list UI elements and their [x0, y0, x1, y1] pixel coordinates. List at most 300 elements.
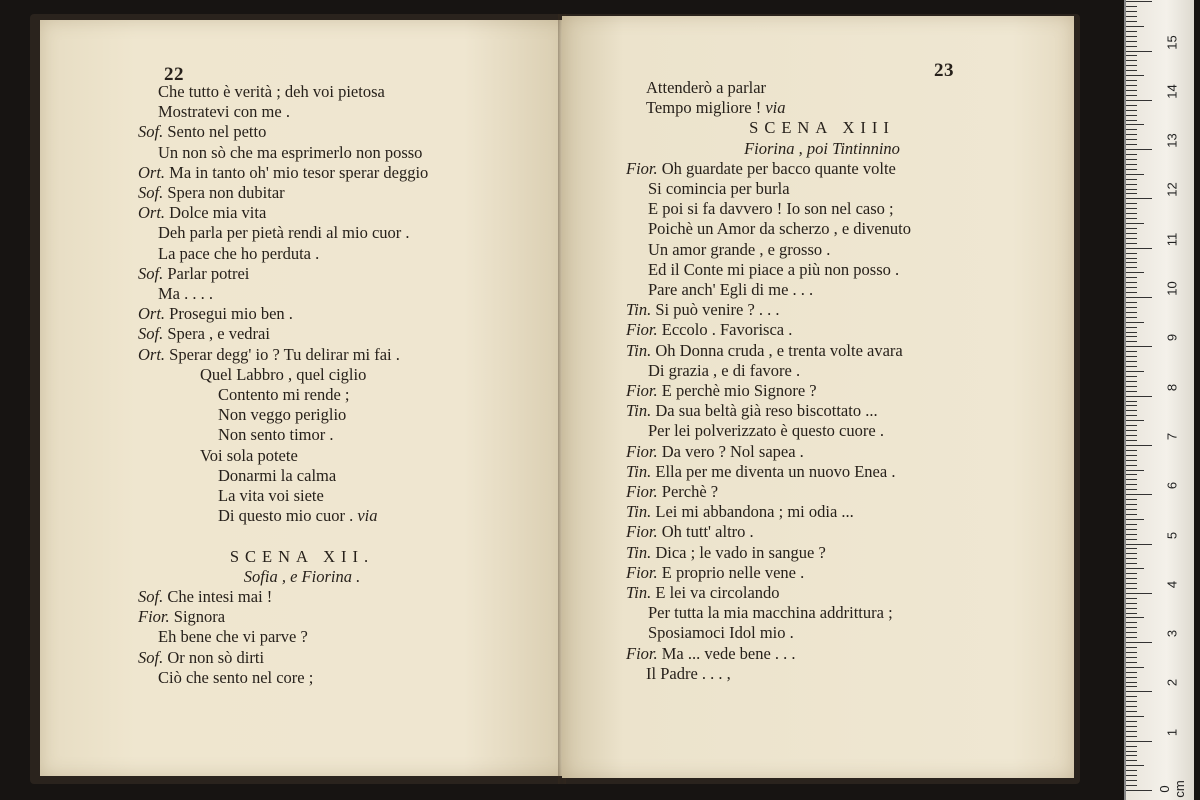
ruler-tick	[1126, 627, 1137, 628]
verse-line	[218, 385, 350, 405]
ruler-number: 14	[1164, 84, 1180, 99]
ruler-tick	[1126, 203, 1137, 204]
verse-text: Un non sò che ma esprimerlo non posso	[158, 142, 423, 162]
verse-line	[138, 183, 285, 203]
ruler-tick	[1126, 51, 1152, 52]
verse-text: Per lei polverizzato è questo cuore .	[648, 421, 884, 441]
ruler-tick	[1126, 445, 1152, 446]
ruler-number: 10	[1164, 281, 1180, 296]
verse-text: Dica ; le vado in sangue ?	[655, 542, 826, 562]
verse-line	[138, 648, 264, 668]
ruler-tick	[1126, 736, 1137, 737]
ruler-tick	[1126, 46, 1137, 47]
verse-line	[158, 627, 308, 647]
verse-line	[626, 300, 780, 320]
verse-text: Il Padre . . . ,	[646, 663, 731, 683]
verse-text: La pace che ho perduta .	[158, 243, 320, 263]
verse-text: Si può venire ? . . .	[655, 300, 780, 320]
ruler-tick	[1126, 336, 1137, 337]
verse-text: Per tutta la mia macchina addrittura ;	[648, 603, 893, 623]
verse-text: Di grazia , e di favore .	[648, 360, 801, 380]
ruler-tick	[1126, 11, 1137, 12]
verse-text: Poichè un Amor da scherzo , e divenuto	[648, 219, 912, 239]
verse-line	[648, 623, 794, 643]
ruler-tick	[1126, 696, 1137, 697]
ruler-tick	[1126, 790, 1152, 791]
ruler-number: 8	[1164, 383, 1180, 391]
verse-text: Donarmi la calma	[218, 465, 337, 485]
ruler-tick	[1126, 558, 1137, 559]
ruler-tick	[1126, 134, 1137, 135]
scene-characters-text: Fiorina , poi Tintinnino	[744, 138, 900, 158]
ruler-tick	[1126, 6, 1137, 7]
ruler-tick	[1126, 381, 1137, 382]
verse-text: Contento mi rende ;	[218, 385, 350, 404]
verse-text: Ed il Conte mi piace a più non posso .	[648, 259, 900, 279]
verse-line	[626, 381, 817, 401]
ruler-tick	[1126, 272, 1144, 273]
speaker-name: Tin.	[626, 401, 652, 421]
ruler-tick	[1126, 573, 1137, 574]
ruler-tick	[1126, 356, 1137, 357]
ruler-tick	[1126, 228, 1137, 229]
ruler-tick	[1126, 16, 1137, 17]
ruler-tick	[1126, 243, 1137, 244]
verse-text: E lei va circolando	[655, 583, 780, 602]
verse-text: Di questo mio cuor .	[218, 506, 354, 526]
speaker-name: Tin.	[626, 502, 652, 522]
ruler-tick	[1126, 711, 1137, 712]
ruler-tick	[1126, 198, 1152, 199]
ruler-tick	[1126, 420, 1144, 421]
scene-heading-text: SCENA XIII	[749, 118, 895, 138]
ruler-tick	[1126, 341, 1137, 342]
verse-line	[626, 320, 792, 340]
ruler-tick	[1126, 307, 1137, 308]
verse-text: Oh tutt' altro .	[661, 522, 754, 542]
ruler-tick	[1126, 287, 1137, 288]
speaker-name: Sof.	[138, 183, 164, 202]
verse-text: Ciò che sento nel core ;	[158, 667, 314, 687]
ruler-tick	[1126, 563, 1137, 564]
ruler-number: 11	[1164, 232, 1180, 246]
ruler-tick	[1126, 775, 1137, 776]
ruler-tick	[1126, 21, 1137, 22]
ruler-tick	[1126, 529, 1137, 530]
ruler-tick	[1126, 396, 1152, 397]
verse-line	[138, 587, 272, 607]
ruler-tick	[1126, 544, 1152, 545]
page-number: 23	[934, 60, 954, 81]
ruler-tick	[1126, 233, 1137, 234]
ruler-tick	[1126, 470, 1144, 471]
page-number: 22	[164, 64, 184, 85]
ruler-tick	[1126, 440, 1137, 441]
verse-line	[648, 361, 800, 381]
ruler-tick	[1126, 149, 1152, 150]
verse-text: Ma ... vede bene . . .	[661, 643, 796, 663]
verse-text: Ella per me diventa un nuovo Enea .	[655, 461, 896, 481]
measurement-ruler	[1124, 0, 1194, 800]
ruler-tick	[1126, 282, 1137, 283]
speaker-name: Sof.	[138, 587, 164, 606]
verse-line	[158, 668, 313, 688]
ruler-tick	[1126, 489, 1137, 490]
verse-text: Mostratevi con me .	[158, 102, 290, 122]
verse-line	[626, 522, 754, 542]
ruler-tick	[1126, 258, 1137, 259]
speaker-name: Tin.	[626, 461, 652, 481]
ruler-tick	[1126, 189, 1137, 190]
verse-text: Eh bene che vi parve ?	[158, 627, 308, 647]
scene-heading	[230, 547, 374, 567]
ruler-tick	[1126, 494, 1152, 495]
ruler-tick	[1126, 706, 1137, 707]
verse-text: E proprio nelle vene .	[661, 562, 805, 582]
ruler-tick	[1126, 213, 1137, 214]
verse-line	[218, 405, 346, 425]
verse-text: Quel Labbro , quel ciglio	[200, 364, 367, 384]
ruler-tick	[1126, 450, 1137, 451]
speaker-name: Fior.	[626, 158, 658, 178]
ruler-tick	[1126, 346, 1152, 347]
verse-text: Voi sola potete	[200, 445, 298, 465]
ruler-tick	[1126, 603, 1137, 604]
verse-text: Da sua beltà già reso biscottato ...	[655, 401, 878, 421]
verse-line	[138, 122, 266, 142]
ruler-tick	[1126, 608, 1137, 609]
ruler-number: 2	[1164, 679, 1180, 687]
ruler-tick	[1126, 31, 1137, 32]
ruler-tick	[1126, 548, 1137, 549]
verse-line	[626, 442, 804, 462]
ruler-tick	[1126, 534, 1137, 535]
verse-line	[158, 143, 422, 163]
ruler-tick	[1126, 154, 1137, 155]
verse-text: Or non sò dirti	[167, 647, 265, 667]
ruler-number: 7	[1164, 432, 1180, 441]
ruler-tick	[1126, 588, 1137, 589]
ruler-tick	[1126, 218, 1137, 219]
verse-text: Parlar potrei	[167, 263, 250, 283]
speaker-name: Fior.	[138, 607, 170, 627]
ruler-tick	[1126, 662, 1137, 663]
ruler-tick	[1126, 1, 1152, 2]
verse-text: Dolce mia vita	[169, 203, 267, 223]
speaker-name: Fior.	[626, 522, 658, 542]
ruler-tick	[1126, 144, 1137, 145]
verse-text: Lei mi abbandona ; mi odia ...	[655, 502, 854, 522]
verse-text: E poi si fa davvero ! Io son nel caso ;	[648, 199, 894, 219]
verse-text: Non veggo periglio	[218, 405, 347, 425]
ruler-tick	[1126, 652, 1137, 653]
verse-line	[138, 324, 270, 344]
speaker-name: Tin.	[626, 542, 652, 562]
ruler-tick	[1126, 60, 1137, 61]
verse-line	[648, 240, 830, 260]
ruler-tick	[1126, 765, 1144, 766]
right-page	[562, 16, 1074, 778]
ruler-tick	[1126, 292, 1137, 293]
ruler-tick	[1126, 755, 1137, 756]
ruler-tick	[1126, 386, 1137, 387]
ruler-number: 13	[1164, 133, 1180, 148]
verse-text: Perchè ?	[661, 482, 719, 501]
verse-line	[218, 506, 378, 526]
ruler-tick	[1126, 361, 1137, 362]
verse-text: Sento nel petto	[167, 122, 267, 142]
speaker-name: Ort.	[138, 162, 166, 182]
verse-line	[200, 365, 366, 385]
ruler-tick	[1126, 731, 1137, 732]
ruler-tick	[1126, 90, 1137, 91]
verse-text: Sperar degg' io ? Tu delirar mi fai .	[169, 344, 400, 364]
stage-direction: via	[765, 98, 786, 118]
verse-line	[626, 563, 804, 583]
verse-line	[158, 244, 319, 264]
ruler-tick	[1126, 376, 1137, 377]
verse-line	[626, 462, 895, 482]
ruler-tick	[1126, 65, 1137, 66]
scene-heading-text: SCENA XII.	[229, 546, 375, 566]
ruler-tick	[1126, 677, 1137, 678]
verse-text: Tempo migliore !	[646, 98, 762, 118]
ruler-tick	[1126, 504, 1137, 505]
ruler-tick	[1126, 435, 1137, 436]
verse-line	[138, 345, 400, 365]
ruler-tick	[1126, 248, 1152, 249]
ruler-tick	[1126, 657, 1137, 658]
ruler-tick	[1126, 129, 1137, 130]
ruler-tick	[1126, 460, 1137, 461]
verse-text: Non sento timor .	[218, 425, 334, 445]
ruler-tick	[1126, 484, 1137, 485]
ruler-tick	[1126, 465, 1137, 466]
scene-heading	[749, 118, 895, 138]
ruler-tick	[1126, 405, 1137, 406]
speaker-name: Ort.	[138, 344, 166, 364]
verse-line	[626, 543, 826, 563]
ruler-tick	[1126, 277, 1137, 278]
verse-line	[626, 583, 780, 603]
verse-text: Prosegui mio ben .	[169, 304, 293, 324]
ruler-tick	[1126, 686, 1137, 687]
ruler-number: 4	[1164, 580, 1180, 588]
verse-line	[648, 219, 911, 239]
verse-text: Oh guardate per bacco quante volte	[661, 158, 896, 178]
ruler-tick	[1126, 716, 1144, 717]
speaker-name: Fior.	[626, 643, 658, 663]
ruler-tick	[1126, 647, 1137, 648]
ruler-number: 5	[1164, 531, 1180, 539]
ruler-tick	[1126, 519, 1144, 520]
verse-text: Sposiamoci Idol mio .	[648, 623, 794, 643]
ruler-number: 3	[1164, 629, 1180, 638]
verse-line	[218, 466, 336, 486]
verse-line	[218, 425, 334, 445]
ruler-tick	[1126, 302, 1137, 303]
ruler-tick	[1126, 667, 1144, 668]
verse-line	[648, 179, 790, 199]
verse-line	[158, 284, 213, 304]
ruler-number: 15	[1164, 34, 1180, 50]
ruler-number: 12	[1164, 182, 1180, 198]
ruler-tick	[1126, 75, 1144, 76]
ruler-number: 9	[1164, 334, 1180, 342]
verse-line	[648, 280, 813, 300]
ruler-tick	[1126, 760, 1137, 761]
speaker-name: Ort.	[138, 304, 166, 324]
verse-line	[158, 223, 410, 243]
ruler-tick	[1126, 430, 1137, 431]
verse-line	[138, 163, 428, 183]
ruler-tick	[1126, 297, 1152, 298]
verse-line	[138, 607, 225, 627]
speaker-name: Sof.	[138, 324, 164, 344]
ruler-tick	[1126, 26, 1144, 27]
verse-text: Eccolo . Favorisca .	[661, 320, 793, 340]
ruler-tick	[1126, 751, 1137, 752]
ruler-tick	[1126, 253, 1137, 254]
verse-text: Spera , e vedrai	[167, 324, 270, 344]
open-book	[30, 14, 1080, 784]
speaker-name: Sof.	[138, 122, 164, 142]
verse-line	[646, 98, 786, 118]
ruler-tick	[1126, 179, 1137, 180]
ruler-tick	[1126, 499, 1137, 500]
ruler-tick	[1126, 746, 1137, 747]
ruler-number: 6	[1164, 482, 1180, 490]
ruler-tick	[1126, 524, 1137, 525]
verse-line	[626, 401, 878, 421]
ruler-tick	[1126, 425, 1137, 426]
ruler-tick	[1126, 351, 1137, 352]
verse-text: Signora	[173, 607, 226, 627]
verse-line	[626, 502, 854, 522]
scene-characters	[744, 139, 900, 159]
verse-text: Che intesi mai !	[167, 587, 273, 606]
ruler-tick	[1126, 514, 1137, 515]
verse-text: Spera non dubitar	[167, 183, 285, 202]
ruler-tick	[1126, 721, 1137, 722]
ruler-tick	[1126, 327, 1137, 328]
verse-line	[646, 664, 731, 684]
ruler-tick	[1126, 553, 1137, 554]
ruler-tick	[1126, 780, 1137, 781]
ruler-tick	[1126, 238, 1137, 239]
ruler-tick	[1126, 479, 1137, 480]
ruler-tick	[1126, 95, 1137, 96]
verse-text: E perchè mio Signore ?	[661, 381, 817, 400]
verse-text: Deh parla per pietà rendi al mio cuor .	[158, 223, 410, 243]
ruler-tick	[1126, 262, 1137, 263]
ruler-tick	[1126, 105, 1137, 106]
ruler-tick	[1126, 100, 1152, 101]
ruler-tick	[1126, 617, 1144, 618]
ruler-tick	[1126, 474, 1137, 475]
ruler-tick	[1126, 770, 1137, 771]
verse-line	[646, 78, 766, 98]
verse-text: Che tutto è verità ; deh voi pietosa	[158, 82, 385, 101]
verse-text: Attenderò a parlar	[646, 78, 767, 97]
verse-text: Pare anch' Egli di me . . .	[648, 280, 814, 299]
verse-text: Ma . . . .	[158, 284, 213, 303]
stage-direction: via	[357, 506, 378, 526]
ruler-tick	[1126, 120, 1137, 121]
ruler-tick	[1126, 174, 1144, 175]
verse-line	[218, 486, 324, 506]
verse-line	[138, 203, 266, 223]
ruler-tick	[1126, 55, 1137, 56]
ruler-tick	[1126, 509, 1137, 510]
verse-text: La vita voi siete	[218, 486, 324, 505]
speaker-name: Fior.	[626, 562, 658, 582]
speaker-name: Sof.	[138, 647, 164, 667]
ruler-tick	[1126, 159, 1137, 160]
speaker-name: Fior.	[626, 441, 658, 461]
ruler-tick	[1126, 332, 1137, 333]
ruler-tick	[1126, 312, 1137, 313]
verse-line	[158, 102, 290, 122]
ruler-tick	[1126, 701, 1137, 702]
ruler-tick	[1126, 70, 1137, 71]
verse-line	[626, 341, 903, 361]
speaker-name: Fior.	[626, 482, 658, 501]
scene-characters-text: Sofia , e Fiorina .	[243, 566, 361, 586]
scene-characters	[244, 567, 360, 587]
ruler-tick	[1126, 578, 1137, 579]
verse-line	[648, 421, 884, 441]
ruler-number: 0 cm	[1157, 780, 1187, 798]
ruler-tick	[1126, 322, 1144, 323]
ruler-tick	[1126, 366, 1137, 367]
ruler-tick	[1126, 598, 1137, 599]
ruler-number: 1	[1164, 728, 1180, 736]
speaker-name: Fior.	[626, 320, 658, 340]
ruler-tick	[1126, 85, 1137, 86]
ruler-tick	[1126, 691, 1152, 692]
ruler-tick	[1126, 539, 1137, 540]
ruler-tick	[1126, 622, 1137, 623]
ruler-tick	[1126, 785, 1137, 786]
verse-text: Si comincia per burla	[648, 179, 790, 198]
speaker-name: Fior.	[626, 381, 658, 400]
ruler-tick	[1126, 80, 1137, 81]
verse-line	[138, 304, 293, 324]
ruler-tick	[1126, 169, 1137, 170]
ruler-tick	[1126, 613, 1137, 614]
ruler-tick	[1126, 124, 1144, 125]
verse-line	[648, 199, 894, 219]
speaker-name: Tin.	[626, 300, 652, 320]
ruler-tick	[1126, 410, 1137, 411]
ruler-tick	[1126, 371, 1144, 372]
verse-line	[200, 446, 298, 466]
speaker-name: Tin.	[626, 583, 652, 602]
ruler-tick	[1126, 317, 1137, 318]
ruler-tick	[1126, 637, 1137, 638]
ruler-tick	[1126, 193, 1137, 194]
ruler-tick	[1126, 455, 1137, 456]
verse-line	[138, 264, 249, 284]
ruler-tick	[1126, 593, 1152, 594]
verse-line	[648, 603, 893, 623]
ruler-tick	[1126, 682, 1137, 683]
speaker-name: Ort.	[138, 203, 166, 223]
verse-line	[626, 644, 796, 664]
ruler-tick	[1126, 36, 1137, 37]
speaker-name: Sof.	[138, 263, 164, 283]
